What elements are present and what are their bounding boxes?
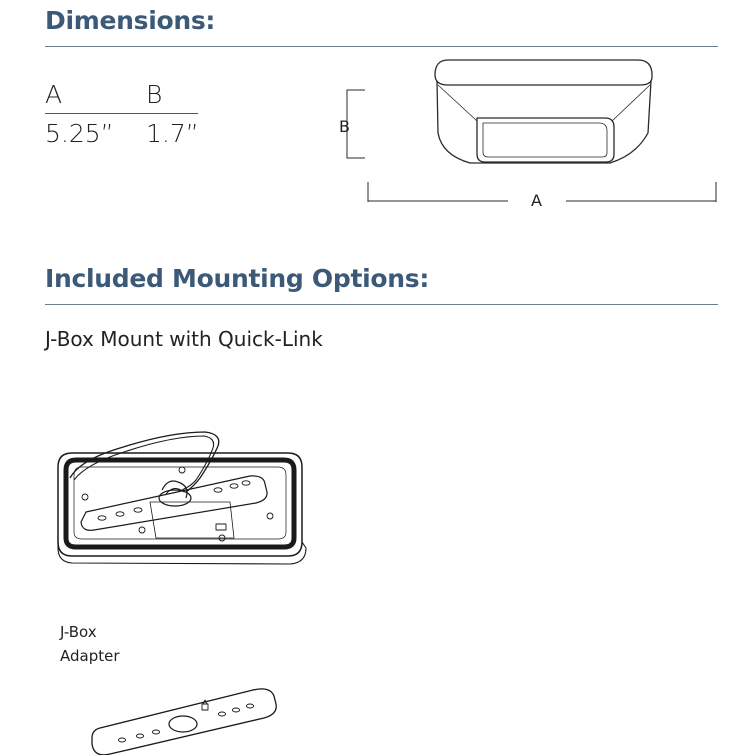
mounting-option-title: J-Box Mount with Quick-Link [45,327,323,351]
jbox-adapter-illustration [88,680,288,755]
mounting-heading: Included Mounting Options: [45,264,430,293]
diagram-label-a: A [531,191,542,210]
mounting-divider [45,304,718,305]
jbox-mount-illustration [50,420,310,595]
dim-a-header: A [45,80,63,109]
dim-b-header: B [146,80,163,109]
adapter-caption-line2: Adapter [60,647,120,665]
dim-table-divider [45,113,198,114]
fixture-dimension-diagram [330,55,730,215]
dimensions-heading: Dimensions: [45,6,216,35]
dim-a-value: 5.25” [45,119,114,148]
diagram-label-b: B [339,117,350,136]
dimensions-divider [45,46,718,47]
adapter-caption [60,620,120,668]
adapter-caption-line1: J-Box [60,623,97,641]
dim-b-value: 1.7” [146,119,199,148]
